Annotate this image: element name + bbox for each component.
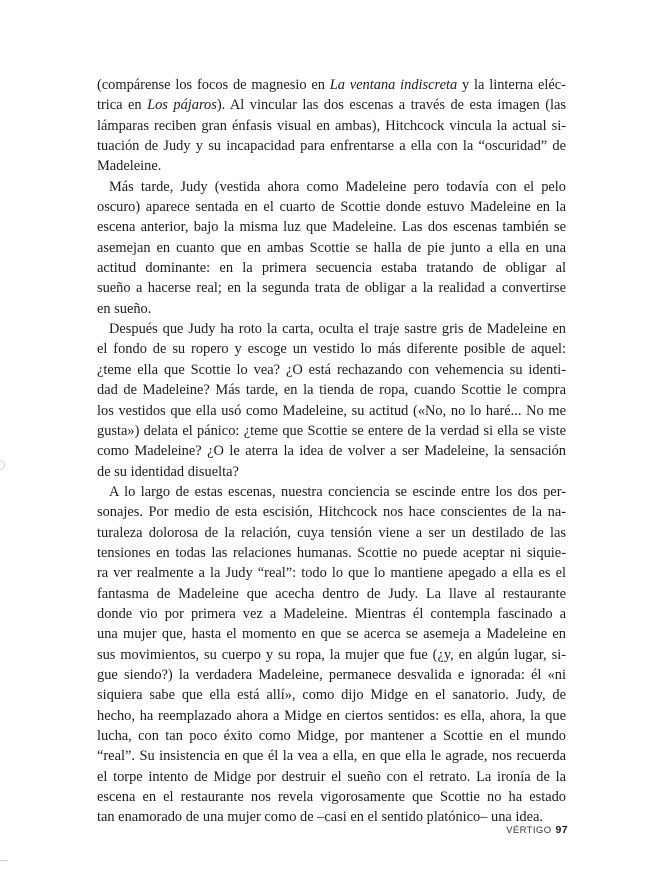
text-segment: escena anterior, bajo la misma luz que Madeleine. Las dos escenas también se: [97, 219, 566, 236]
text-line: [97, 441, 566, 461]
text-line: [97, 401, 566, 421]
text-segment: ¿teme ella que Scottie lo vea? ¿O está rechazando con vehemencia su identi-: [97, 361, 566, 378]
text-line: [97, 319, 566, 339]
text-segment: los vestidos que ella usó como Madeleine, su actitud («No, no lo haré... No me: [97, 402, 566, 419]
text-line: [97, 95, 566, 115]
paragraph: [97, 177, 566, 319]
text-line: [97, 360, 566, 380]
text-line: [97, 136, 566, 156]
text-segment: “real”. Su insistencia en que él la vea a ella, en que ella le agrade, nos recuerda: [97, 748, 566, 765]
text-line: [97, 299, 566, 319]
text-segment: actitud dominante: en la primera secuencia estaba tratando de obligar al: [97, 260, 566, 277]
text-segment: escena en el restaurante nos revela vigorosamente que Scottie no ha estado: [97, 789, 566, 806]
text-line: [97, 156, 566, 176]
text-segment: fantasma de Madeleine que acecha dentro de Judy. La llave al restaurante: [97, 585, 566, 602]
text-line: [97, 462, 566, 482]
text-line: [97, 380, 566, 400]
text-line: [97, 278, 566, 298]
text-segment: A lo largo de estas escenas, nuestra conciencia se escinde entre los dos per-: [109, 483, 566, 500]
text-segment: en sueño.: [97, 300, 152, 317]
text-line: [97, 238, 566, 258]
text-segment: lucha, con tan poco éxito como Midge, por mantener a Scottie en el mundo: [97, 728, 566, 744]
text-line: [97, 584, 566, 604]
text-line: [97, 726, 566, 746]
text-line: [97, 258, 566, 278]
text-segment: y la linterna eléc-: [457, 77, 566, 93]
running-head: VÉRTIGO: [506, 825, 552, 836]
italic-title: Los pájaros: [147, 97, 217, 114]
text-segment: oscuro) aparece sentada en el cuarto de Scottie donde estuvo Madeleine en la: [97, 199, 566, 216]
text-line: [97, 767, 566, 787]
text-segment: Después que Judy ha roto la carta, oculta el traje sastre gris de Madeleine en: [109, 321, 566, 338]
text-segment: turaleza dolorosa de la relación, cuya tensión viene a ser un destilado de las: [97, 524, 566, 541]
text-segment: gue siendo?) la verdadera Madeleine, permanece desvalida e ignorada: él «ni: [97, 666, 566, 683]
text-segment: Más tarde, Judy (vestida ahora como Madeleine pero todavía con el pelo: [109, 178, 566, 195]
text-line: [97, 197, 566, 217]
text-line: [97, 482, 566, 502]
text-line: [97, 645, 566, 665]
page-number: 97: [555, 824, 568, 836]
text-line: [97, 624, 566, 644]
paragraph: [97, 482, 566, 828]
paragraph: [97, 319, 566, 482]
text-segment: como Madeleine? ¿O le aterra la idea de volver a ser Madeleine, la sensación: [97, 443, 566, 460]
text-segment: de su identidad disuelta?: [97, 463, 239, 480]
margin-binding-mark: [0, 460, 5, 470]
text-line: [97, 787, 566, 807]
text-segment: dad de Madeleine? Más tarde, en la tienda de ropa, cuando Scottie le compra: [97, 382, 566, 399]
text-segment: sonajes. Por medio de esta escisión, Hitchcock nos hace conscientes de la na-: [97, 504, 566, 521]
text-segment: Madeleine.: [97, 158, 162, 175]
text-line: [97, 421, 566, 441]
text-line: [97, 706, 566, 726]
text-segment: lámparas reciben gran énfasis visual en ambas), Hitchcock vincula la actual si-: [97, 117, 566, 134]
text-segment: ra ver realmente a la Judy “real”: todo lo que lo mantiene apegado a ella es el: [97, 565, 566, 582]
text-line: [97, 604, 566, 624]
text-segment: el torpe intento de Midge por destruir el sueño con el retrato. La ironía de la: [97, 768, 566, 785]
text-line: [97, 177, 566, 197]
page-footer: [480, 824, 568, 836]
text-segment: tan enamorado de una mujer como de –casi en el sentido platónico– una idea.: [97, 809, 543, 826]
text-segment: tensiones en todas las relaciones humanas. Scottie no puede aceptar ni siquie-: [97, 544, 566, 561]
body-text: [97, 75, 566, 828]
italic-title: La ventana indiscreta: [329, 77, 458, 93]
text-segment: ). Al vincular las dos escenas a través de esta imagen (las: [216, 97, 567, 114]
text-line: [97, 75, 566, 95]
text-segment: (compárense los focos de magnesio en: [97, 77, 330, 93]
text-segment: hecho, ha reemplazado ahora a Midge en ciertos sentidos: es ella, ahora, la que: [97, 707, 566, 724]
text-line: [97, 217, 566, 237]
text-line: [97, 523, 566, 543]
text-segment: gusta») delata el pánico: ¿teme que Scottie se entere de la verdad si ella se viste: [97, 422, 566, 439]
text-line: [97, 746, 566, 766]
text-line: [97, 502, 566, 522]
text-segment: sueño a hacerse real; en la segunda trata de obligar a la realidad a convertirse: [97, 280, 566, 297]
text-line: [97, 543, 566, 563]
text-segment: trica en: [97, 97, 148, 114]
text-line: [97, 339, 566, 359]
margin-crop-mark: [0, 860, 8, 861]
text-segment: una mujer que, hasta el momento en que se acerca se asemeja a Madeleine en: [97, 626, 566, 643]
text-segment: sus movimientos, su cuerpo y su ropa, la mujer que fue (¿y, en algún lugar, si-: [97, 646, 566, 663]
text-line: [97, 685, 566, 705]
text-segment: siquiera sabe que ella está allí», como dijo Midge en el sanatorio. Judy, de: [97, 687, 566, 704]
text-line: [97, 116, 566, 136]
text-line: [97, 563, 566, 583]
text-segment: el fondo de su ropero y escoge un vestido lo más diferente posible de aquel:: [97, 341, 566, 358]
text-segment: tuación de Judy y su incapacidad para enfrentarse a ella con la “oscuridad” de: [97, 138, 566, 155]
text-line: [97, 665, 566, 685]
text-segment: donde vio por primera vez a Madeleine. Mientras él contempla fascinado a: [97, 605, 566, 622]
paragraph: [97, 75, 566, 177]
text-segment: asemejan en cuanto que en ambas Scottie se halla de pie junto a ella en una: [97, 239, 566, 256]
